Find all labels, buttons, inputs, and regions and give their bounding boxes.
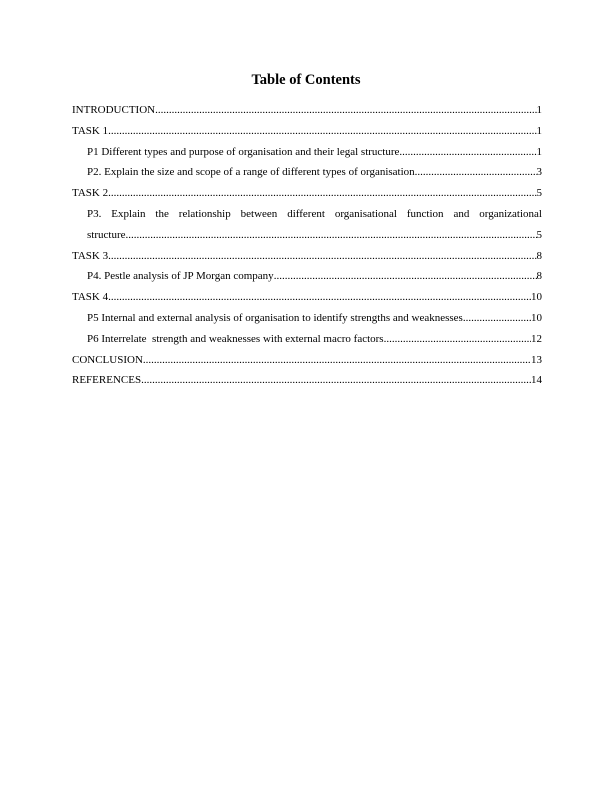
toc-entry-p2[interactable] [72,162,542,183]
toc-entry-page: 8 [536,270,542,283]
toc-entry-p6[interactable] [72,329,542,350]
dot-leader [141,370,531,391]
dot-leader [143,350,531,371]
dot-leader [399,142,536,163]
toc-entry-label: REFERENCES [72,374,142,387]
dot-leader [108,183,536,204]
dot-leader [108,121,536,142]
toc-entry-label: P5 Internal and external analysis of organisation to identify strengths and weaknesses [87,311,463,324]
toc-list [72,100,542,391]
toc-entry-page: 10 [531,291,542,304]
toc-entry-label: TASK 4 [72,291,109,304]
toc-entry-page: 13 [531,353,542,366]
toc-entry-page: 8 [536,249,542,262]
toc-entry-page: 14 [531,374,542,387]
toc-entry-p3-continued[interactable] [72,225,542,246]
toc-entry-task-3[interactable] [72,246,542,267]
dot-leader [155,100,536,121]
toc-entry-page: 1 [536,145,542,158]
toc-entry-page: 5 [536,228,542,241]
toc-entry-label: CONCLUSION [72,353,143,366]
toc-entry-label: P4. Pestle analysis of JP Morgan company [87,270,274,283]
toc-entry-label: TASK 3 [72,249,109,262]
toc-entry-references[interactable] [72,370,542,391]
toc-entry-page: 1 [536,104,542,116]
dot-leader [108,246,536,267]
toc-entry-p5[interactable] [72,308,542,329]
toc-entry-task-2[interactable] [72,183,542,204]
toc-entry-label: TASK 1 [72,124,109,137]
toc-entry-conclusion[interactable] [72,350,542,371]
toc-entry-task-1[interactable] [72,121,542,142]
toc-entry-label: INTRODUCTION [72,104,156,116]
dot-leader [384,329,531,350]
toc-entry-page: 10 [531,311,542,324]
toc-entry-page: 5 [536,187,542,200]
dot-leader [108,287,531,308]
toc-entry-label: structure [87,228,126,241]
toc-entry-label: P2. Explain the size and scope of a range of different types of organisation [87,166,415,179]
dot-leader [463,308,531,329]
toc-title: Table of Contents [251,72,361,88]
toc-entry-label: TASK 2 [72,187,109,200]
toc-entry-label: P6 Interrelate strength and weaknesses with external macro factors [87,332,384,345]
dot-leader [415,162,537,183]
toc-entry-label: P3. Explain the relationship between different organisational function and organizational [87,207,542,220]
toc-entry-label: P1 Different types and purpose of organisation and their legal structure [87,145,400,158]
toc-entry-p1[interactable] [72,142,542,163]
toc-entry-p3[interactable] [72,204,542,225]
toc-entry-p4[interactable] [72,266,542,287]
dot-leader [274,266,537,287]
toc-entry-page: 12 [531,332,542,345]
toc-entry-task-4[interactable] [72,287,542,308]
dot-leader [125,225,536,246]
toc-entry-page: 3 [536,166,542,179]
toc-entry-page: 1 [536,124,542,137]
toc-entry-introduction[interactable] [72,100,542,121]
